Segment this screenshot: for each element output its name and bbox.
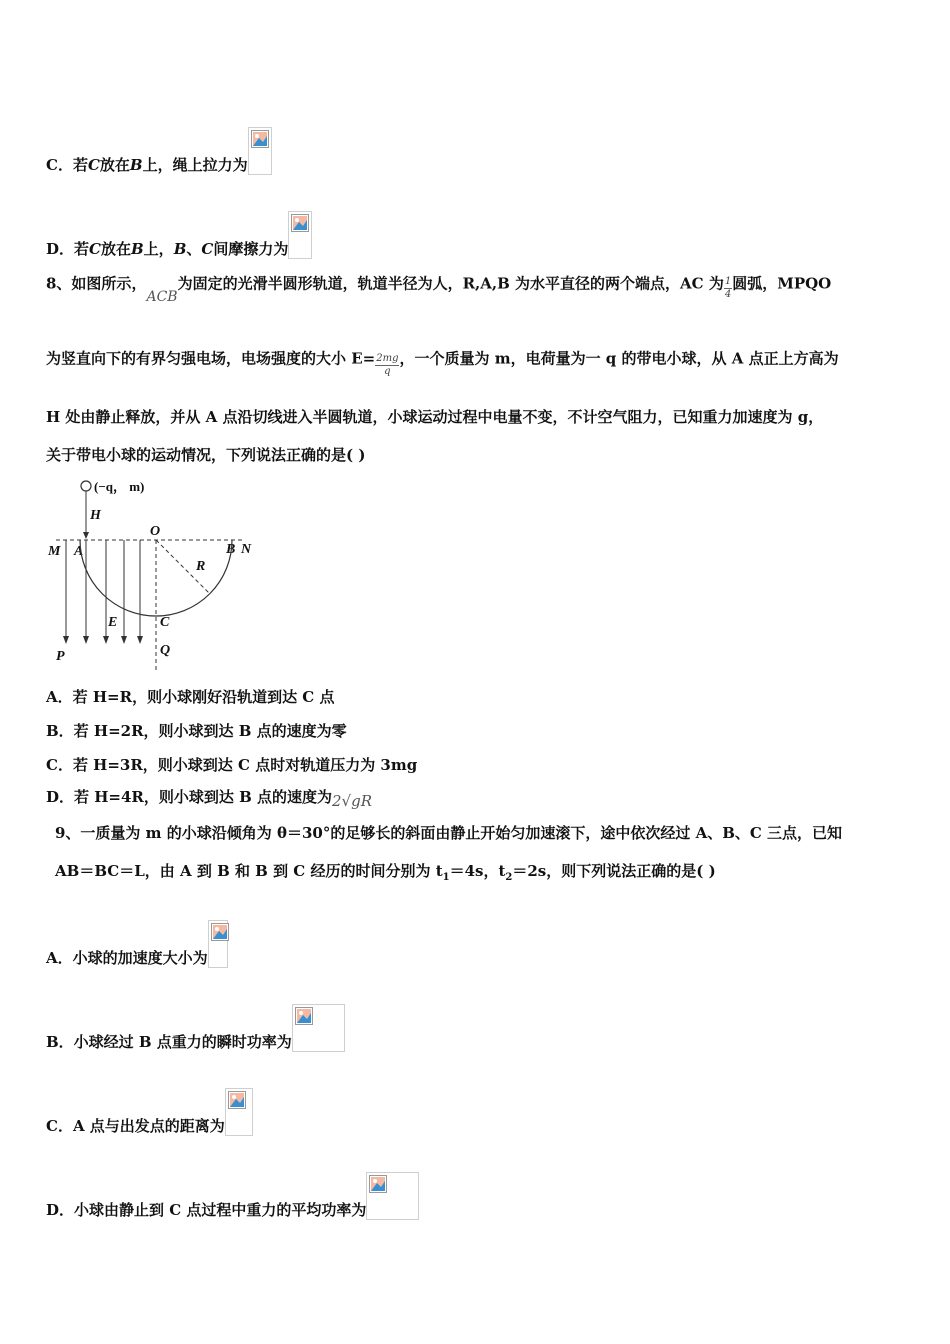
q8-stem-line-1: 8、如图所示，ACB为固定的光滑半圆形轨道，轨道半径为人，R,A,B 为水平直径的两个端点，AC 为 $\frac{1}{4}$ 圆弧，MPQO [46,274,832,305]
label-R: R [196,559,206,574]
q7-option-c: C．若C放在B上，绳上拉力为 [46,127,272,175]
q9-stem-line-1: 9、一质量为 m 的小球沿倾角为 θ＝30°的足够长的斜面由静止开始匀加速滚下，途中依次经过 A、B、C 三点，已知 [55,824,843,842]
label-Q: Q [160,643,171,658]
q8-stem-line-3: H 处由静止释放，并从 A 点沿切线进入半圆轨道，小球运动过程中电量不变，不计空气阻力，已知重力加速度为 g， [46,408,824,426]
label-N: N [241,542,252,557]
q9-option-c: C．A 点与出发点的距离为 [46,1088,253,1136]
q7-option-d: D．若C放在B上，B、C间摩擦力为 [46,211,312,259]
label-O: O [150,524,161,539]
q8-option-a: A．若 H=R，则小球刚好沿轨道到达 C 点 [46,688,335,706]
q8-option-d: D．若 H=4R，则小球到达 B 点的速度为2√gR [46,788,372,810]
broken-image-icon [288,211,312,259]
broken-image-icon [208,920,228,968]
charged-ball [81,481,91,491]
q8-stem-line-2: 为竖直向下的有界匀强电场，电场强度的大小 E= $\frac{2mg}{q}$ ，一个质量为 m，电荷量为一 q 的带电小球，从 A 点正上方高为 [46,349,839,377]
q9-option-b: B．小球经过 B 点重力的瞬时功率为 [46,1004,345,1052]
label-P: P [56,649,65,664]
label-A: A [74,544,84,559]
broken-image-icon [366,1172,419,1220]
label-H: H [90,508,101,523]
q8-stem-line-4: 关于带电小球的运动情况，下列说法正确的是( ) [46,446,366,464]
q9-stem-line-2: AB＝BC＝L，由 A 到 B 和 B 到 C 经历的时间分别为 $t_1=4s$，$t_2=2s$，则下列说法正确的是( ) [55,862,716,883]
label-C: C [160,615,170,630]
q8-figure [44,474,264,670]
label-E: E [108,615,118,630]
label-M: M [48,544,61,559]
label-B: B [226,542,236,557]
broken-image-icon [248,127,272,175]
q8-option-b: B．若 H=2R，则小球到达 B 点的速度为零 [46,722,347,740]
broken-image-icon [225,1088,253,1136]
q9-option-d: D．小球由静止到 C 点过程中重力的平均功率为 [46,1172,419,1220]
q8-option-c: C．若 H=3R，则小球到达 C 点时对轨道压力为 3mg [46,756,418,774]
q9-option-a: A．小球的加速度大小为 [46,920,228,968]
ball-label: (−q， m) [94,479,145,494]
broken-image-icon [292,1004,345,1052]
